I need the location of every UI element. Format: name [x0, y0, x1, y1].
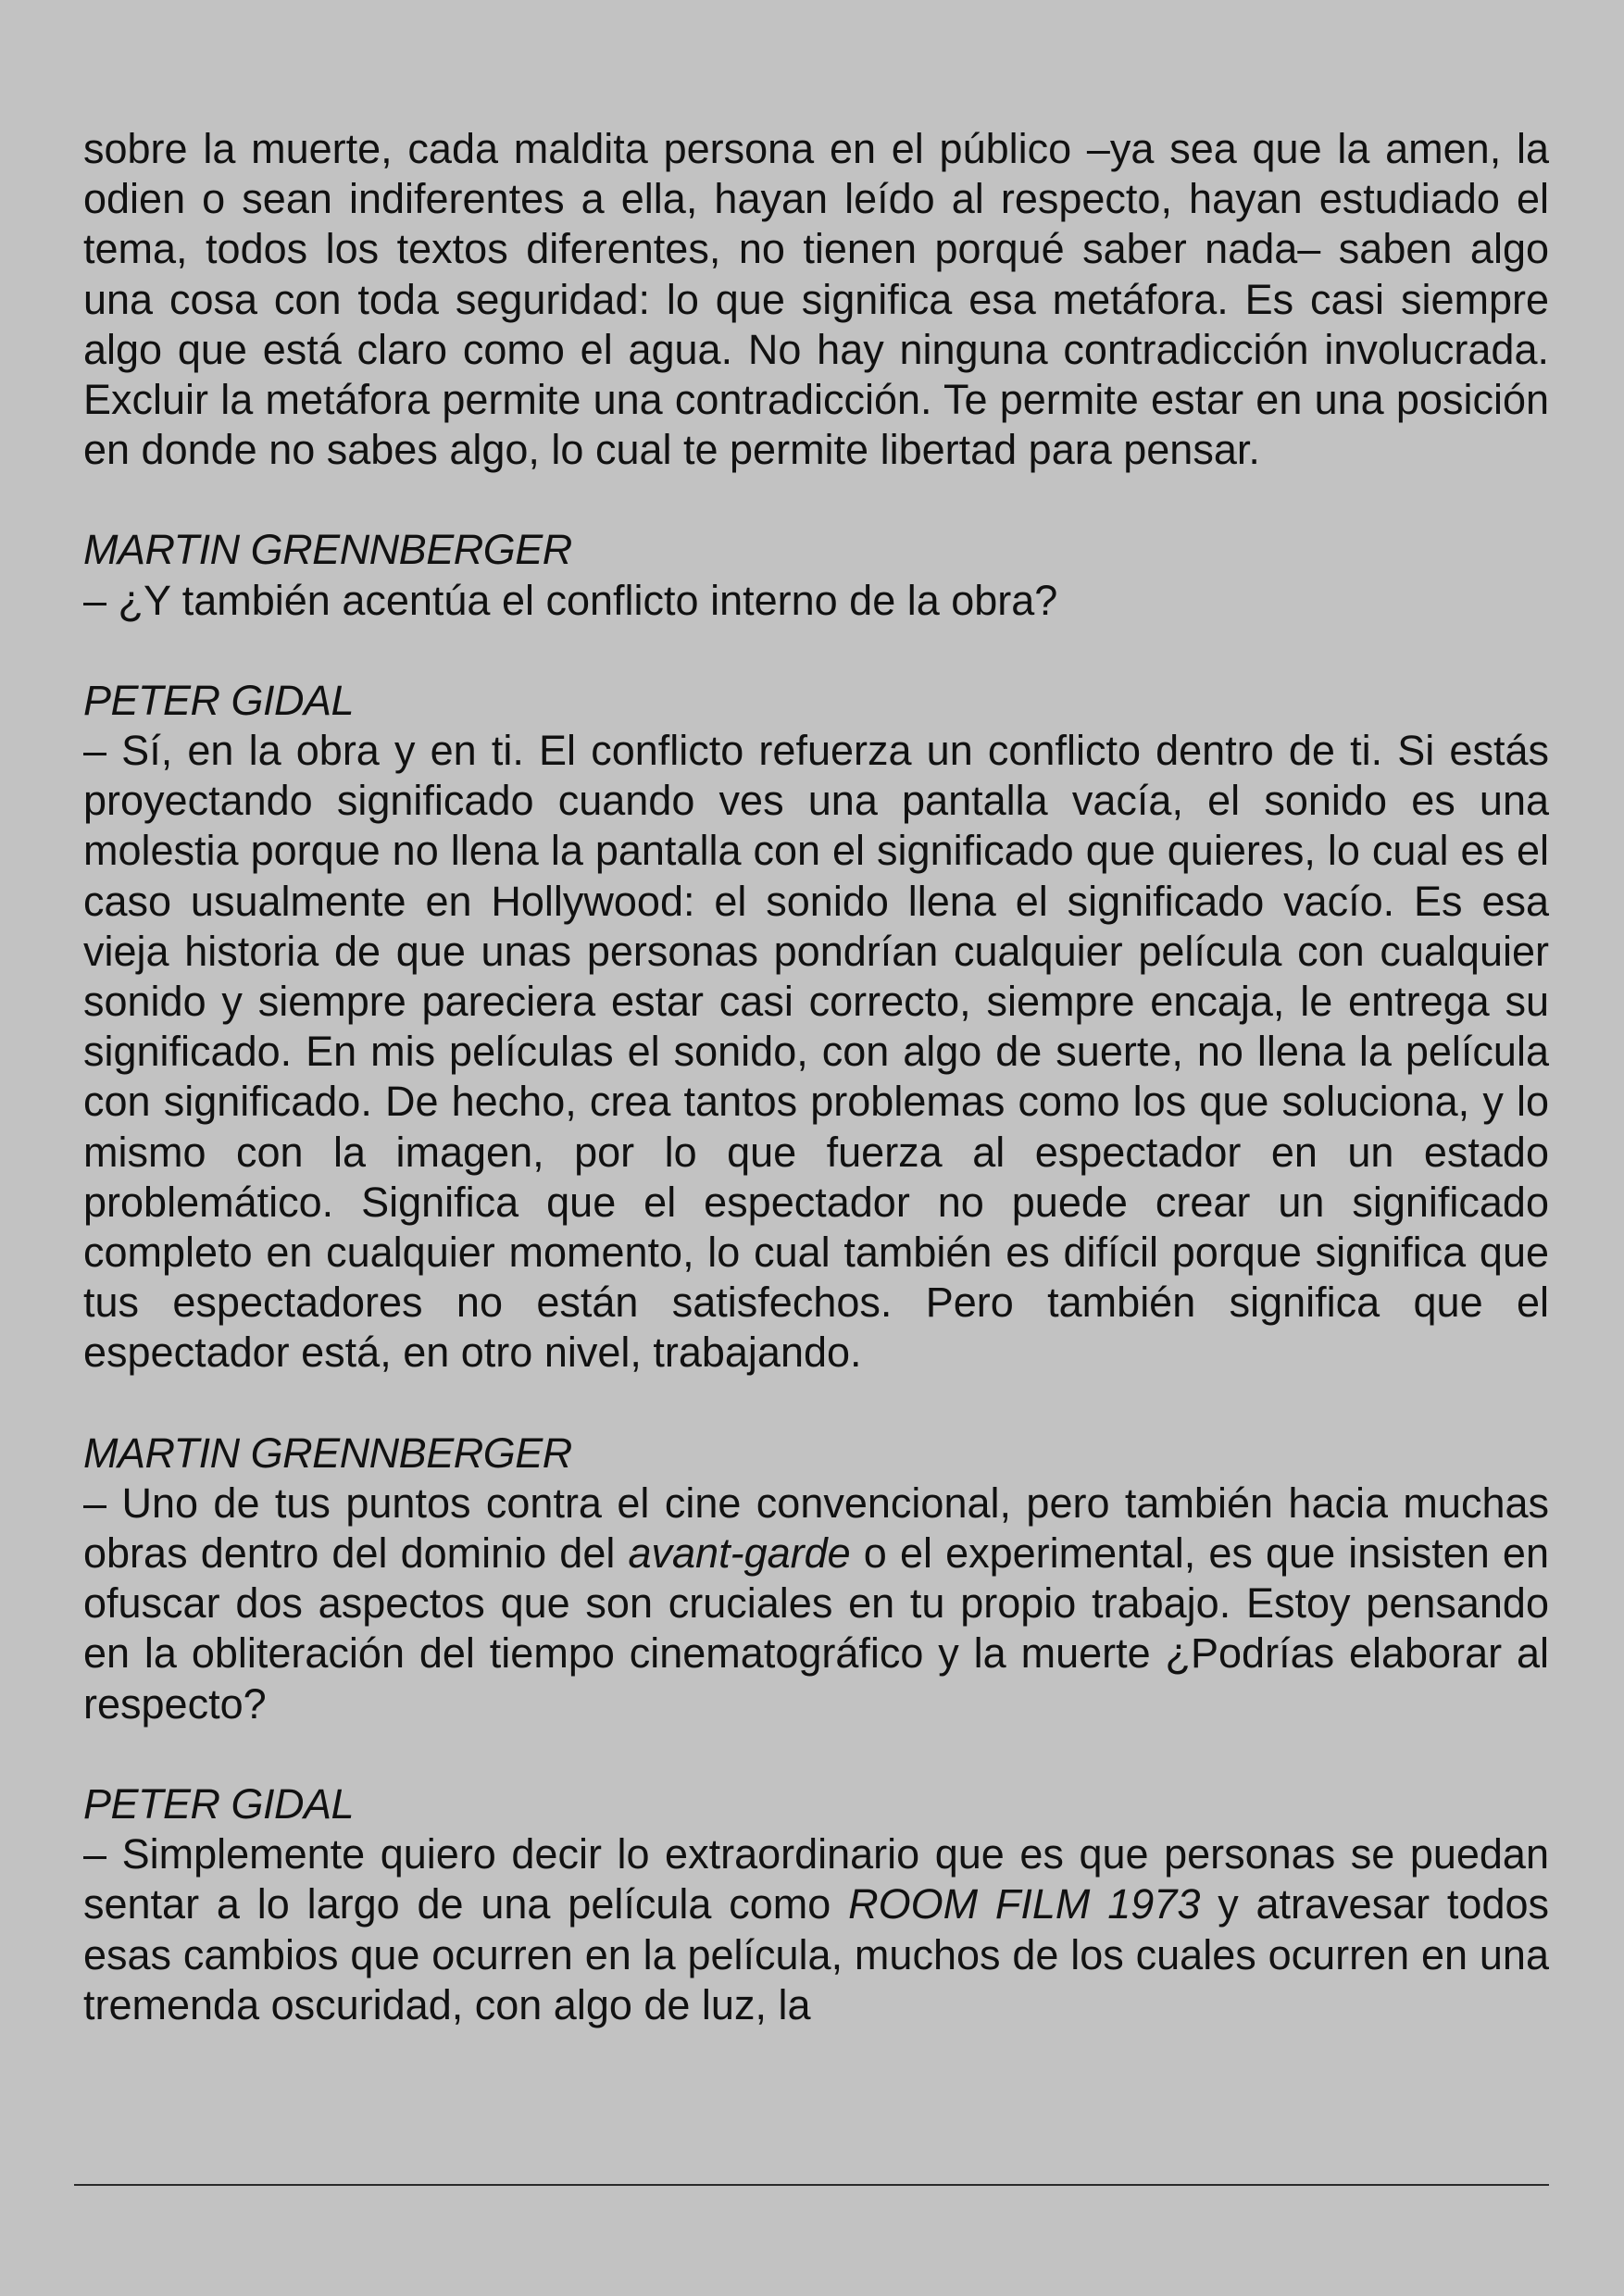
- answer-block-2: [83, 1779, 1549, 2030]
- footer-divider: [74, 2184, 1549, 2186]
- question-text-start: – Uno de tus puntos contra el cine convencional, pero también hacia muchas obras dentro del dominio del: [83, 1479, 1549, 1578]
- document-page: [83, 124, 1549, 2030]
- question-block-2: [83, 1429, 1549, 1729]
- italic-term: avant-garde: [628, 1529, 851, 1578]
- speaker-name: MARTIN GRENNBERGER: [83, 1429, 572, 1477]
- speaker-name: MARTIN GRENNBERGER: [83, 526, 572, 574]
- question-text-end: o el experimental, es que insisten en ofuscar dos aspectos que son cruciales en tu propio trabajo. Estoy pensando en la obliteración del tiempo cinematográfico y la muerte ¿Podrías elaborar al respecto?: [83, 1529, 1549, 1728]
- speaker-name: PETER GIDAL: [83, 1779, 355, 1828]
- answer-text-end: y atravesar todos esas cambios que ocurren en la película, muchos de los cuales ocurren en una tremenda oscuridad, con algo de luz, la: [83, 1880, 1550, 2028]
- answer-text: [83, 1829, 1549, 2030]
- answer-block-1: [83, 676, 1549, 1379]
- question-block-1: [83, 525, 1549, 625]
- film-title: ROOM FILM 1973: [848, 1880, 1201, 1928]
- answer-text-start: – Simplemente quiero decir lo extraordinario que es que personas se puedan sentar a lo largo de una película como: [83, 1830, 1549, 1928]
- question-text: – ¿Y también acentúa el conflicto interno de la obra?: [83, 576, 1058, 624]
- speaker-name: PETER GIDAL: [83, 676, 355, 724]
- question-text: [83, 1479, 1549, 1729]
- intro-paragraph: sobre la muerte, cada maldita persona en el público –ya sea que la amen, la odien o sean indiferentes a ella, hayan leído al respecto, hayan estudiado el tema, todos los textos diferentes, no tienen porqué saber nada– saben algo una cosa con toda seguridad: lo que significa esa metáfora. Es casi siempre algo que está claro como el agua. No hay ninguna contradicción involucrada. Excluir la metáfora permite una contradicción. Te permite estar en una posición en donde no sabes algo, lo cual te permite libertad para pensar.: [83, 125, 1549, 474]
- answer-text: – Sí, en la obra y en ti. El conflicto refuerza un conflicto dentro de ti. Si estás proyectando significado cuando ves una pantalla vacía, el sonido es una molestia porque no llena la pantalla con el significado que quieres, lo cual es el caso usualmente en Hollywood: el sonido llena el significado vacío. Es esa vieja historia de que unas personas pondrían cualquier película con cualquier sonido y siempre pareciera estar casi correcto, siempre encaja, le entrega su significado. En mis películas el sonido, con algo de suerte, no llena la película con significado. De hecho, crea tantos problemas como los que soluciona, y lo mismo con la imagen, por lo que fuerza al espectador en un estado problemático. Significa que el espectador no puede crear un significado completo en cualquier momento, lo cual también es difícil porque significa que tus espectadores no están satisfechos. Pero también significa que el espectador está, en otro nivel, trabajando.: [83, 727, 1549, 1377]
